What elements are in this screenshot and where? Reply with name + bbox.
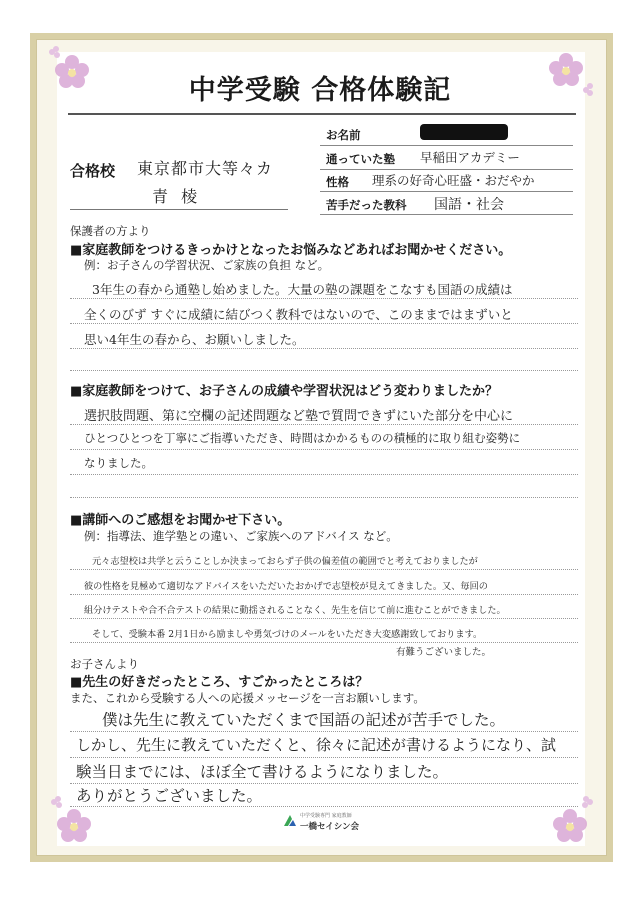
q2-answer-line1: 選択肢問題、第に空欄の記述問題など塾で質問できずにいた部分を中心に <box>84 409 514 424</box>
footer-brand: 一橋セイシン会 <box>300 822 360 832</box>
q4-question: ■先生の好きだったところ、すごかったところは？ <box>70 675 369 690</box>
answer-rule <box>70 323 578 324</box>
q3-answer-line4: そして、受験本番 2月1日から励ましや勇気づけのメールをいただき大変感謝致しております。 <box>92 629 483 640</box>
q4-subtext: また、これから受験する人への応援メッセージを一言お願いします。 <box>70 691 425 705</box>
answer-rule <box>70 731 578 732</box>
school-name-line1: 東京都市大等々カ <box>137 159 274 178</box>
answer-rule <box>70 757 578 758</box>
personality-value: 理系の好奇心旺盛・おだやか <box>372 173 535 188</box>
weak-subject-value: 国語・社会 <box>434 197 504 213</box>
name-divider <box>320 145 573 146</box>
q3-example: 例：指導法、進学塾との違い、ご家族へのアドバイス など。 <box>84 529 398 543</box>
weak-subject-label: 苦手だった教科 <box>326 198 407 212</box>
personality-label: 性格 <box>326 175 349 189</box>
q1-question: ■家庭教師をつけるきっかけとなったお悩みなどあればお聞かせください。 <box>70 243 512 258</box>
answer-rule <box>70 642 578 643</box>
weak-subject-divider <box>320 214 573 215</box>
footer-tagline: 中学受験専門 家庭教師 <box>300 813 352 819</box>
q2-answer-line2: ひとつひとつを丁寧にご指導いただき、時間はかかるものの積極的に取り組む姿勢に <box>84 431 521 445</box>
answer-rule <box>70 569 578 570</box>
answer-rule <box>70 370 578 371</box>
answer-rule <box>70 298 578 299</box>
q1-answer-line2: 全くのびず すぐに成績に結びつく教科ではないので、このままではまずいと <box>84 307 513 322</box>
q3-answer-line3: 組分けテストや合不合テストの結果に動揺されることなく、先生を信じて前に進むことができました。 <box>84 605 506 616</box>
answer-rule <box>70 449 578 450</box>
q3-answer-line2: 彼の性格を見極めて適切なアドバイスをいただいたおかげで志望校が見えてきました。又、毎回の <box>84 581 488 592</box>
title-divider <box>68 113 576 115</box>
answer-rule <box>70 806 578 807</box>
q2-question: ■家庭教師をつけて、お子さんの成績や学習状況はどう変わりましたか？ <box>70 384 499 399</box>
name-redaction <box>420 124 508 140</box>
juku-value: 早稲田アカデミー <box>420 150 520 165</box>
q1-example: 例：お子さんの学習状況、ご家族の負担 など。 <box>84 258 330 272</box>
juku-label: 通っていた塾 <box>326 152 395 166</box>
q1-answer-line1: 3年生の春から通塾し始めました。大量の塾の課題をこなすも国語の成績は <box>92 282 513 297</box>
flower-decoration-bottom-right <box>540 790 600 850</box>
q3-answer-line5: 有難うございました。 <box>396 647 492 658</box>
personality-divider <box>320 191 573 192</box>
school-label: 合格校 <box>70 162 116 180</box>
school-divider <box>70 209 288 210</box>
name-label: お名前 <box>326 128 361 142</box>
school-name-line2: 青 棱 <box>152 187 202 206</box>
q4-answer-line3: 験当日までには、ほぼ全て書けるようになりました。 <box>76 763 449 781</box>
answer-rule <box>70 594 578 595</box>
q1-answer-line3: 思い4年生の春から、お願いしました。 <box>84 332 305 347</box>
answer-rule <box>70 474 578 475</box>
q4-answer-line2: しかし、先生に教えていただくと、徐々に記述が書けるようになり、試 <box>76 736 557 754</box>
answer-rule <box>70 618 578 619</box>
q4-answer-line4: ありがとうございました。 <box>76 787 263 805</box>
company-logo-icon <box>282 812 298 828</box>
q4-answer-line1: 僕は先生に教えていただくまで国語の記述が苦手でした。 <box>102 711 506 729</box>
answer-rule <box>70 497 578 498</box>
juku-divider <box>320 169 573 170</box>
answer-rule <box>70 348 578 349</box>
guardian-heading: 保護者の方より <box>70 224 151 238</box>
answer-rule <box>70 424 578 425</box>
q2-answer-line3: なりました。 <box>84 456 153 470</box>
q3-question: ■講師へのご感想をお聞かせ下さい。 <box>70 513 291 528</box>
child-heading: お子さんより <box>70 657 139 671</box>
q3-answer-line1: 元々志望校は共学と云うことしか決まっておらず子供の偏差值の範囲でと考えておりましたが <box>92 556 478 567</box>
page-title: 中学受験 合格体験記 <box>188 75 452 106</box>
